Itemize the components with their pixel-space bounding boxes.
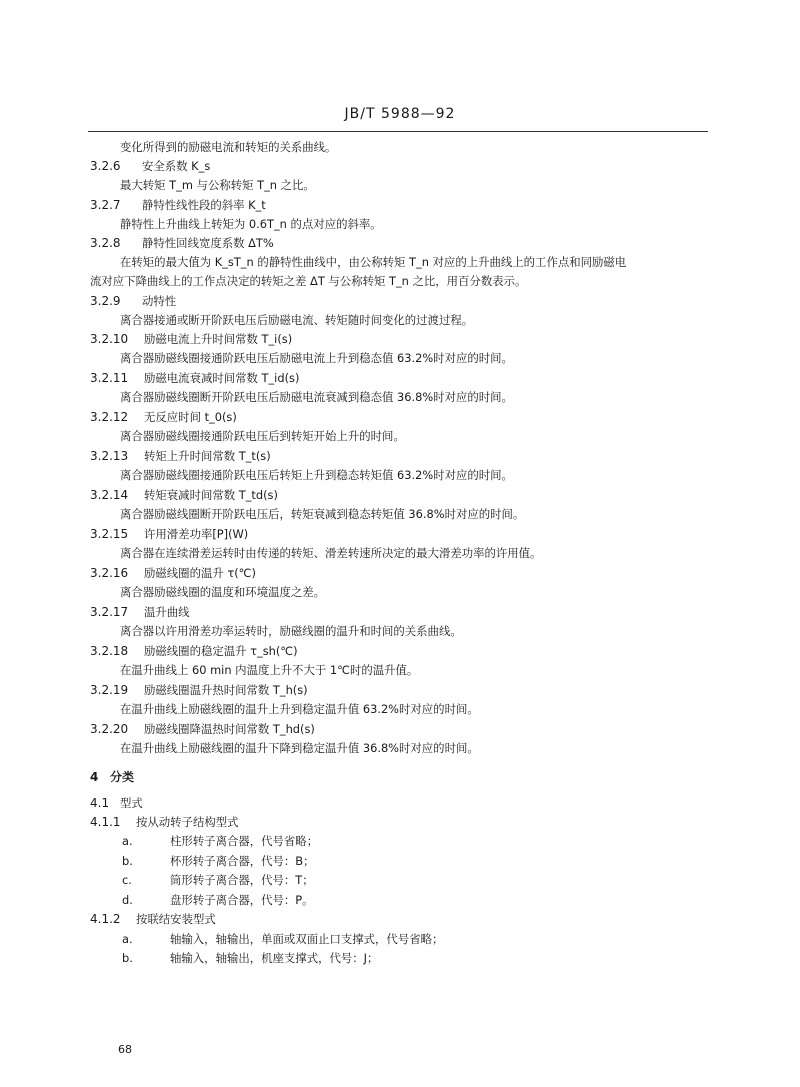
clause-heading <box>90 794 705 813</box>
list-item <box>90 930 705 950</box>
list-marker: d. <box>122 892 133 907</box>
paragraph-line: 离合器励磁线圈接通阶跃电压后转矩上升到稳态转矩值 63.2%时对应的时间。 <box>120 468 513 483</box>
clause-title: 励磁电流衰减时间常数 T_id(s) <box>144 370 300 385</box>
clause-number: 3.2.7 <box>90 197 121 212</box>
clause-title: 励磁线圈的温升 τ(℃) <box>144 565 256 580</box>
page-number: 68 <box>118 1043 132 1056</box>
clause-number: 3.2.6 <box>90 159 121 174</box>
clause-number: 4.1.1 <box>90 815 121 830</box>
header-rule <box>88 131 708 132</box>
paragraph-line: 在温升曲线上励磁线圈的温升下降到稳定温升值 36.8%时对应的时间。 <box>120 741 479 756</box>
list-marker: b. <box>122 853 133 868</box>
paragraph-line: 静特性上升曲线上转矩为 0.6T_n 的点对应的斜率。 <box>120 216 382 231</box>
section-heading <box>90 768 705 787</box>
clause-heading <box>90 910 705 929</box>
paragraph-line: 离合器励磁线圈断开阶跃电压后励磁电流衰减到稳态值 36.8%时对应的时间。 <box>120 390 513 405</box>
paragraph-line: 变化所得到的励磁电流和转矩的关系曲线。 <box>120 140 337 154</box>
list-text: 筒形转子离合器，代号：T； <box>170 873 314 888</box>
list-marker: b. <box>122 951 133 966</box>
clause-title: 励磁线圈温升热时间常数 T_h(s) <box>144 682 308 697</box>
clause-number: 3.2.11 <box>90 370 129 385</box>
clause-heading <box>90 603 705 623</box>
clause-title: 励磁线圈降温热时间常数 T_hd(s) <box>144 721 315 736</box>
clause-title: 转矩上升时间常数 T_t(s) <box>144 448 271 463</box>
clause-number: 3.2.12 <box>90 409 129 424</box>
clause-number: 3.2.18 <box>90 643 129 658</box>
document-body <box>90 138 705 969</box>
section-title: 分类 <box>110 769 135 784</box>
paragraph-line: 离合器接通或断开阶跃电压后励磁电流、转矩随时间变化的过渡过程。 <box>120 312 474 327</box>
list-text: 轴输入，轴输出，单面或双面止口支撑式，代号省略； <box>170 931 444 946</box>
clause-heading <box>90 642 705 662</box>
paragraph-line: 离合器以许用滑差功率运转时，励磁线圈的温升和时间的关系曲线。 <box>120 624 462 639</box>
paragraph-line: 流对应下降曲线上的工作点决定的转矩之差 ΔT 与公称转矩 T_n 之比，用百分数表示。 <box>90 274 527 289</box>
clause-number: 3.2.9 <box>90 293 121 308</box>
paragraph-line: 离合器励磁线圈接通阶跃电压后励磁电流上升到稳态值 63.2%时对应的时间。 <box>120 351 513 366</box>
clause-number: 4.1 <box>90 796 110 811</box>
clause-number: 3.2.8 <box>90 235 121 250</box>
clause-number: 3.2.17 <box>90 604 129 619</box>
clause-title: 按联结安装型式 <box>136 912 216 927</box>
clause-heading <box>90 813 705 832</box>
list-text: 杯形转子离合器，代号：B； <box>170 853 315 868</box>
list-item <box>90 832 705 852</box>
clause-number: 3.2.15 <box>90 526 129 541</box>
clause-title: 按从动转子结构型式 <box>136 815 239 830</box>
paragraph-line: 离合器励磁线圈的温度和环境温度之差。 <box>120 585 326 600</box>
clause-title: 静特性回线宽度系数 ΔT% <box>142 235 274 250</box>
clause-heading <box>90 525 705 545</box>
clause-number: 4.1.2 <box>90 912 121 927</box>
clause-title: 许用滑差功率[P](W) <box>144 526 249 541</box>
clause-title: 温升曲线 <box>144 604 190 619</box>
clause-heading <box>90 486 705 506</box>
clause-number: 3.2.13 <box>90 448 129 463</box>
clause-title: 无反应时间 t_0(s) <box>144 409 237 424</box>
clause-title: 安全系数 K_s <box>142 159 211 174</box>
list-text: 轴输入，轴输出，机座支撑式，代号：J； <box>170 951 379 966</box>
clause-heading <box>90 157 705 176</box>
paragraph-line: 离合器在连续滑差运转时由传递的转矩、滑差转速所决定的最大滑差功率的许用值。 <box>120 546 542 561</box>
section-number: 4 <box>90 769 99 784</box>
list-marker: a. <box>122 931 133 946</box>
clause-number: 3.2.10 <box>90 331 129 346</box>
list-item <box>90 852 705 872</box>
clause-title: 动特性 <box>142 293 177 308</box>
list-text: 盘形转子离合器，代号：P。 <box>170 892 314 907</box>
paragraph-line: 在温升曲线上 60 min 内温度上升不大于 1℃时的温升值。 <box>120 663 419 678</box>
clause-title: 励磁电流上升时间常数 T_i(s) <box>144 331 293 346</box>
paragraph-line: 在温升曲线上励磁线圈的温升上升到稳定温升值 63.2%时对应的时间。 <box>120 702 479 717</box>
paragraph-line: 离合器励磁线圈接通阶跃电压后到转矩开始上升的时间。 <box>120 429 405 444</box>
list-text: 柱形转子离合器，代号省略； <box>170 834 319 849</box>
clause-title: 静特性线性段的斜率 K_t <box>142 197 266 212</box>
paragraph-line: 最大转矩 T_m 与公称转矩 T_n 之比。 <box>120 178 315 193</box>
clause-heading <box>90 369 705 389</box>
clause-number: 3.2.20 <box>90 721 129 736</box>
clause-title: 型式 <box>120 796 143 811</box>
list-item <box>90 871 705 891</box>
list-item <box>90 891 705 911</box>
page-header: JB/T 5988—92 <box>344 106 456 122</box>
clause-heading <box>90 234 705 253</box>
clause-heading <box>90 408 705 428</box>
clause-heading <box>90 564 705 584</box>
clause-heading <box>90 196 705 215</box>
clause-heading <box>90 292 705 311</box>
clause-heading <box>90 681 705 701</box>
list-item <box>90 949 705 969</box>
clause-heading <box>90 330 705 350</box>
clause-heading <box>90 447 705 467</box>
paragraph-line: 在转矩的最大值为 K_sT_n 的静特性曲线中，由公称转矩 T_n 对应的上升曲线上的工作点和同励磁电 <box>120 255 627 270</box>
paragraph-line: 离合器励磁线圈断开阶跃电压后，转矩衰减到稳态转矩值 36.8%时对应的时间。 <box>120 507 525 522</box>
clause-heading <box>90 720 705 740</box>
clause-title: 励磁线圈的稳定温升 τ_sh(℃) <box>144 643 298 658</box>
list-marker: a. <box>122 834 133 849</box>
clause-number: 3.2.19 <box>90 682 129 697</box>
clause-number: 3.2.14 <box>90 487 129 502</box>
list-marker: c. <box>122 873 132 888</box>
clause-title: 转矩衰减时间常数 T_td(s) <box>144 487 278 502</box>
clause-number: 3.2.16 <box>90 565 129 580</box>
